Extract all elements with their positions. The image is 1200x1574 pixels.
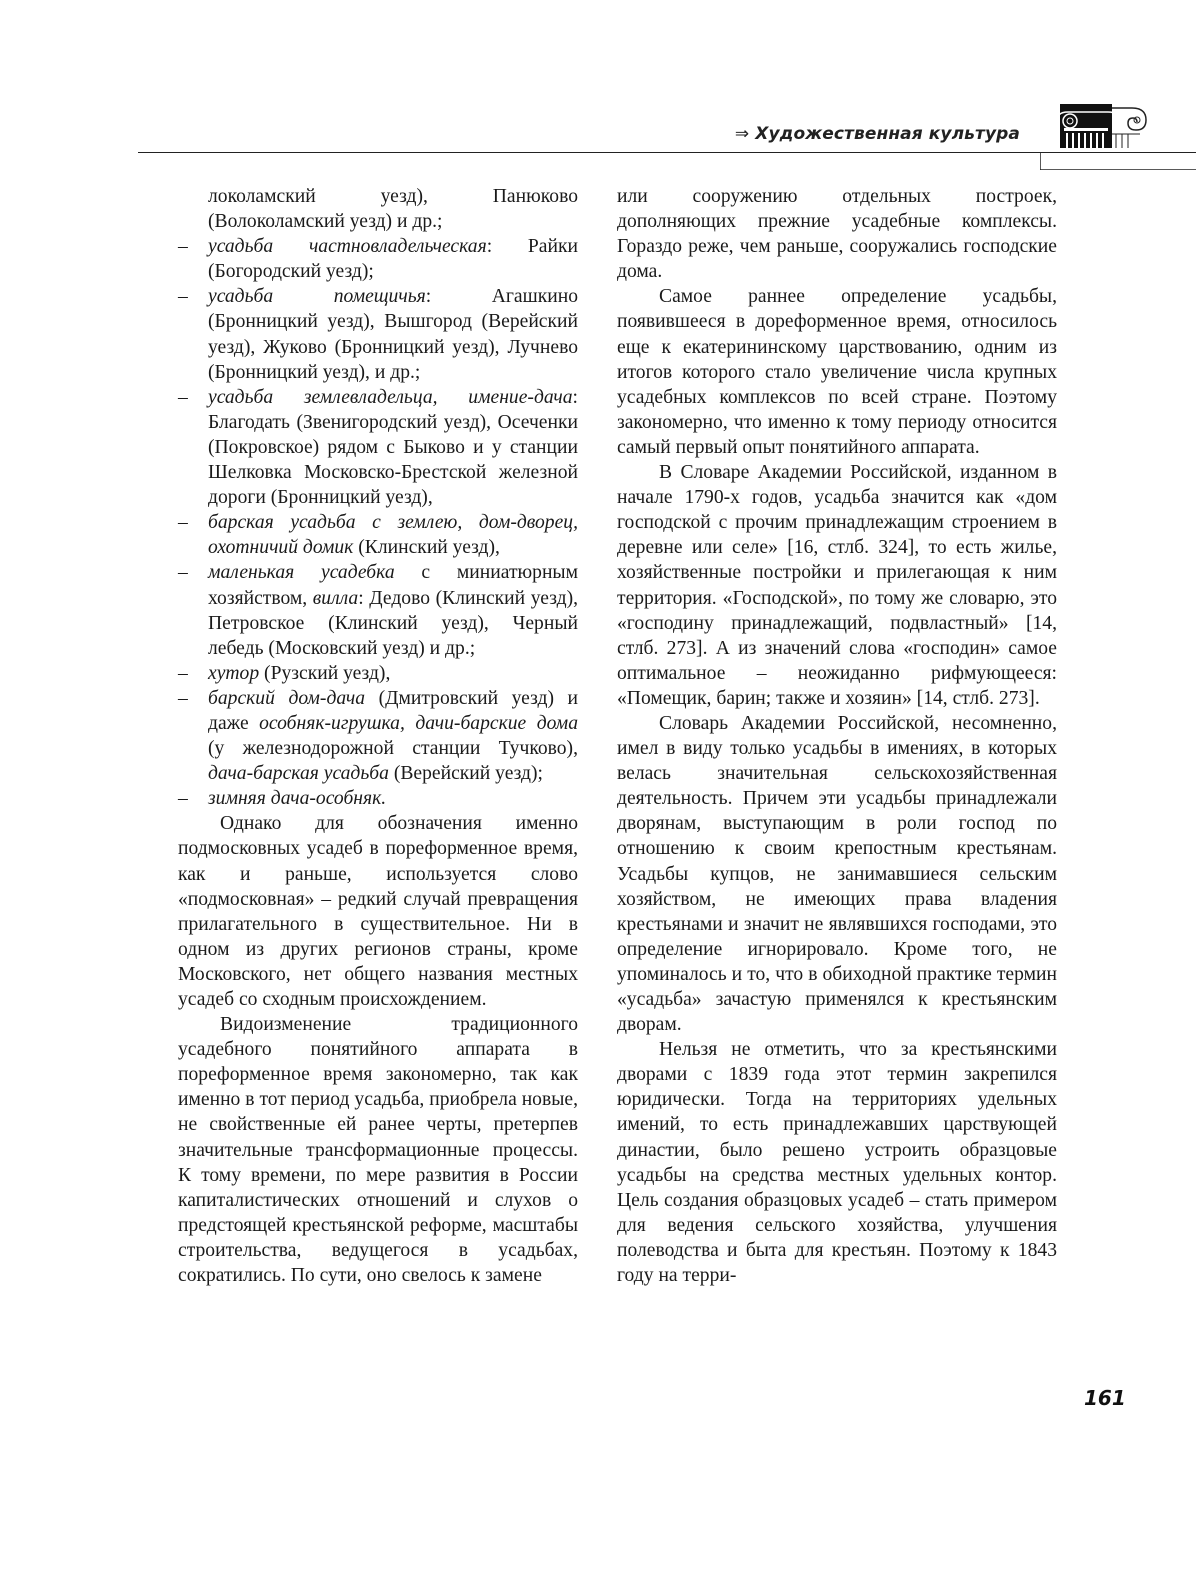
paragraph: Нельзя не отметить, что за крестьянскими дворами с 1839 года этот термин закрепился юридически. Тогда на территориях удельных имений, то есть принадлежавших царствующей династии, было решено устроить образцовые усадьбы на средства местных удельных контор. Цель создания образцовых усадеб – стать примером для ведения сельского хозяйства, улучшения полеводства и быта для крестьян. Поэтому к 1843 году на терри- (617, 1039, 1057, 1287)
left-column (178, 184, 578, 1288)
ionic-column-icon (1040, 104, 1196, 170)
paragraph-continuation: или сооружению отдельных построек, дополняющих прежние усадебные комплексы. Гораздо реже, чем раньше, сооружались господские дома. (617, 186, 1057, 283)
list-item: – усадьба землевладельца, имение-дача: Благодать (Звенигородский уезд), Осеченки (Покровское) рядом с Быково и у станции Шелковка Московско-Брестской железной дороги (Бронницкий уезд), (178, 386, 578, 509)
paragraph: Однако для обозначения именно подмосковных усадеб в пореформенное время, как и раньше, используется слово «подмосковная» – редкий случай превращения прилагательного в существительное. Ни в одном из других регионов страны, кроме Московского, нет общего названия местных усадеб со сходным происхождением. (178, 813, 578, 1010)
paragraph: Самое раннее определение усадьбы, появившееся в дореформенное время, относилось еще к екатерининскому царствованию, одним из итогов которого стало увеличение числа крупных усадебных комплексов по всей стране. Поэтому закономерно, что именно к тому периоду относится самый первый опыт понятийного аппарата. (617, 286, 1057, 458)
list-item: – усадьба помещичья: Агашкино (Бронницкий уезд), Вышгород (Верейский уезд), Жуково (Бронницкий уезд), Лучнево (Бронницкий уезд), и др.; (178, 286, 578, 383)
page-number: 161 (1084, 1386, 1126, 1410)
list-continuation: локоламский уезд), Панюково (Волоколамский уезд) и др.; (208, 186, 578, 233)
list-item: – барская усадьба с землею, дом-дворец, охотничий домик (Клинский уезд), (178, 512, 578, 559)
paragraph: В Словаре Академии Российской, изданном в начале 1790-х годов, усадьба значится как «дом господской с прочим принадлежащим строением в деревне или селе» [16, стлб. 324], то есть жилье, хозяйственные постройки и прилегающая к ним территория. «Господской», по тому же словарю, это «господину принадлежащий, подвластный» [14, стлб. 273]. А из значений слова «господин» самое оптимальное – неожиданно рифмующееся: «Помещик, барин; также и хозяин» [14, стлб. 273]. (617, 462, 1057, 709)
right-column (617, 184, 1057, 1288)
paragraph: Видоизменение традиционного усадебного понятийного аппарата в пореформенное время закономерно, так как именно в тот период усадьба, приобрела новые, не свойственные ей ранее черты, претерпев значительные трансформационные процессы. К тому времени, по мере развития в России капиталистических отношений и слухов о предстоящей крестьянской реформе, масштабы строительства, ведущегося в усадьбах, сократились. По сути, оно свелось к замене (178, 1014, 578, 1287)
arrow-icon: ⇒ (734, 124, 750, 144)
running-header (735, 124, 1020, 144)
list-item: – барский дом-дача (Дмитровский уезд) и даже особняк-игрушка, дачи-барские дома (у железнодорожной станции Тучково), дача-барская усадьба (Верейский уезд); (178, 687, 579, 785)
header-rule (138, 152, 1196, 153)
list-item: – усадьба частновладельческая: Райки (Богородский уезд); (178, 236, 578, 283)
header-title-text: Художественная культура (755, 124, 1020, 144)
paragraph: Словарь Академии Российской, несомненно, имел в виду только усадьбы в имениях, в которых велась значительная сельскохозяйственная деятельность. Причем эти усадьбы принадлежали дворянам, выступающим в роли господ по отношению к своим крепостным крестьянам. Усадьбы купцов, не занимавшиеся сельским хозяйством, не имеющих права владения крестьянами и значит не являвшихся господами, это определение игнорировало. Кроме того, не упоминалось и то, что в обиходной практике термин «усадьба» зачастую применялся к крестьянским дворам. (617, 712, 1057, 1036)
list-item: – маленькая усадебка с миниатюрным хозяйством, вилла: Дедово (Клинский уезд), Петровское (Клинский уезд), Черный лебедь (Московский уезд) и др.; (178, 562, 578, 659)
list-item: – зимняя дача-особняк. (178, 788, 387, 810)
list-item: – хутор (Рузский уезд), (178, 662, 391, 684)
